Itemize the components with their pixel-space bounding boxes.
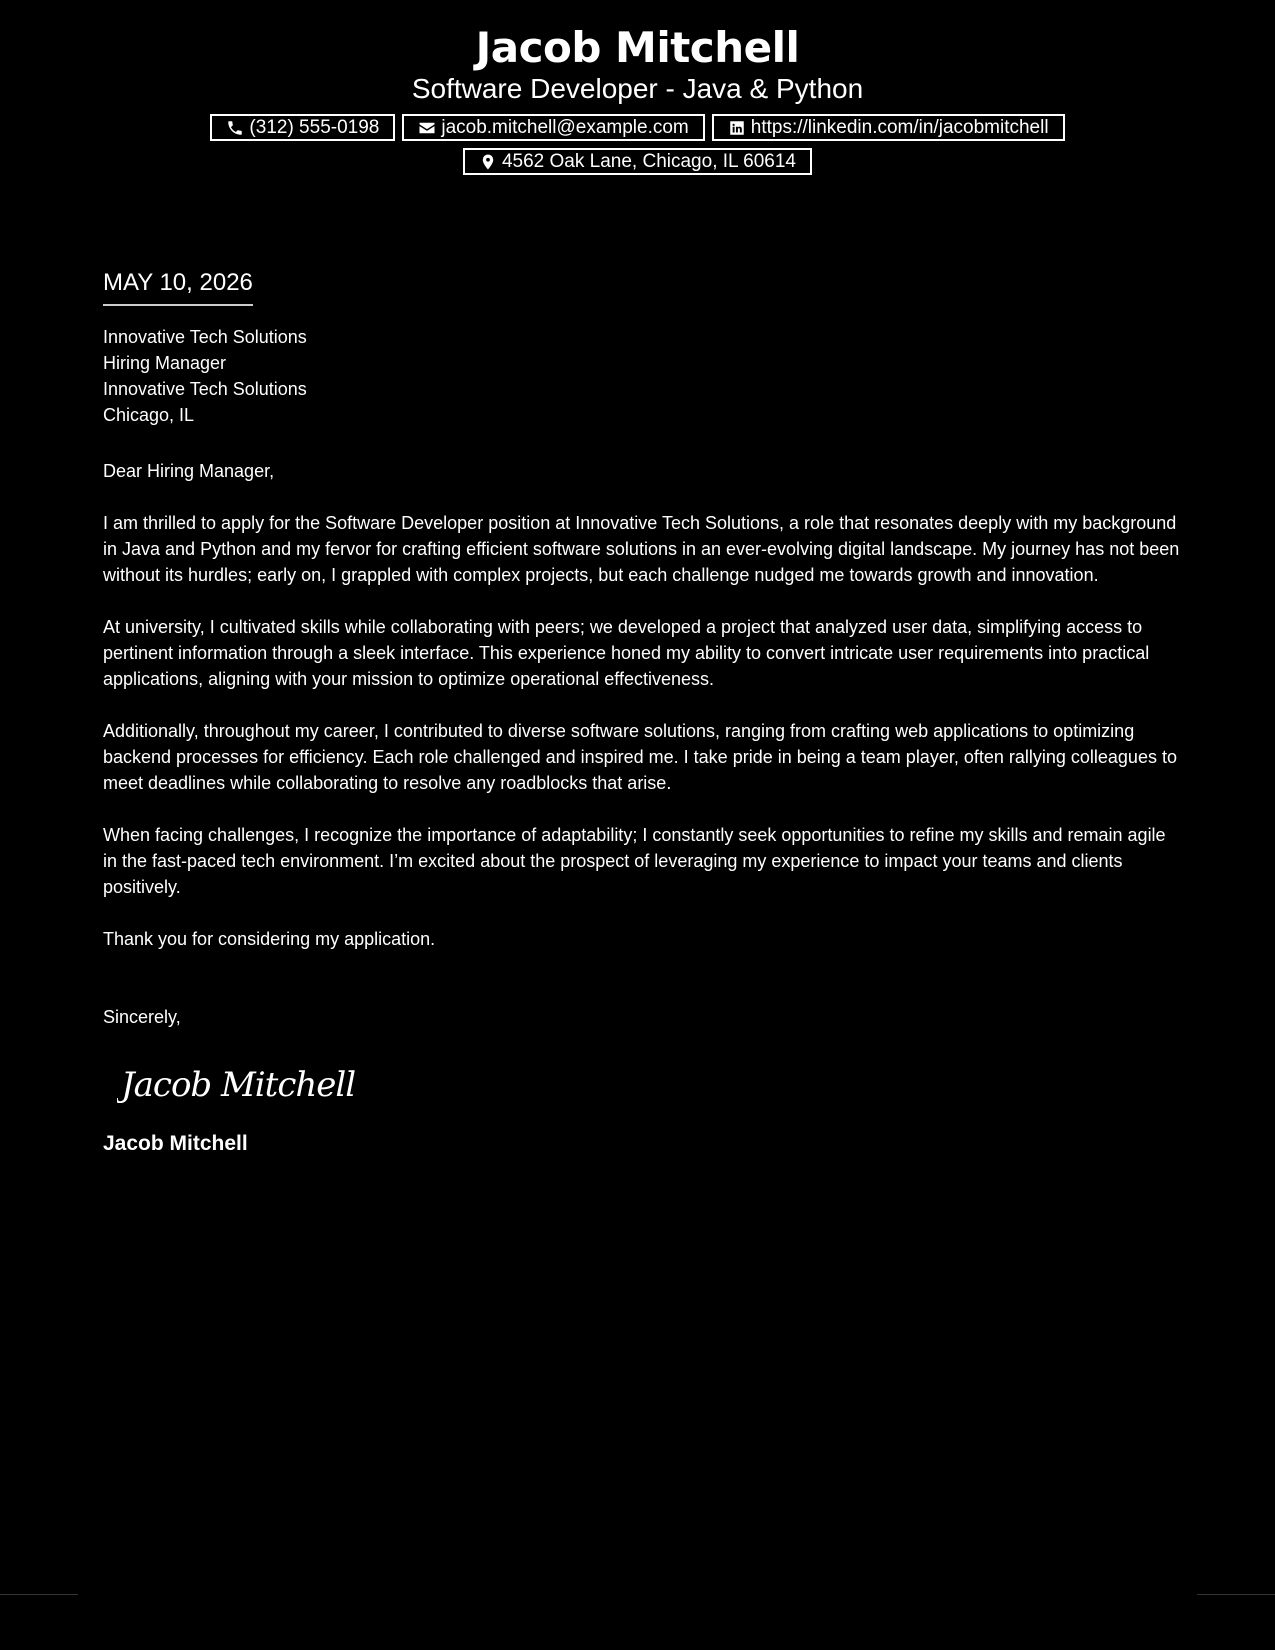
recipient-company-repeat: Innovative Tech Solutions — [103, 379, 307, 399]
linkedin-icon — [728, 119, 746, 137]
letter-header — [0, 22, 1275, 175]
signer-name: Jacob Mitchell — [103, 1132, 248, 1155]
letter-body — [103, 268, 1183, 1158]
signoff: Sincerely, — [103, 1007, 181, 1027]
body-paragraph: At university, I cultivated skills while collaborating with peers; we developed a project that analyzed user data, simplifying access to pertinent information through a sleek interface. This experience honed my ability to convert intricate user requirements into practical applications, aligning with your mission to optimize operational effectiveness. — [103, 617, 1150, 689]
email-chip[interactable] — [402, 114, 704, 141]
phone-chip[interactable] — [210, 114, 395, 141]
email-text: jacob.mitchell@example.com — [441, 116, 689, 138]
address-row — [0, 148, 1275, 175]
letter-date: MAY 10, 2026 — [103, 268, 253, 306]
map-marker-icon — [479, 153, 497, 171]
applicant-title: Software Developer - Java & Python — [411, 73, 864, 104]
signature-image — [117, 1058, 357, 1110]
footer-rule-left — [0, 1594, 78, 1595]
greeting: Dear Hiring Manager, — [103, 461, 275, 481]
linkedin-text: https://linkedin.com/in/jacobmitchell — [750, 116, 1049, 138]
body-paragraph: Additionally, throughout my career, I contributed to diverse software solutions, ranging from crafting web applications to optimizing backend processes for efficiency. Each role challenged and inspired me. I take pride in being a team player, often rallying colleagues to meet deadlines while collaborating to resolve any roadblocks that arise. — [103, 721, 1177, 793]
handwritten-signature — [117, 1058, 1183, 1110]
phone-text: (312) 555-0198 — [249, 116, 380, 138]
recipient-company: Innovative Tech Solutions — [103, 327, 307, 347]
address-chip[interactable] — [463, 148, 812, 175]
closing-thanks: Thank you for considering my application. — [103, 929, 436, 949]
body-paragraph: When facing challenges, I recognize the importance of adaptability; I constantly seek opportunities to refine my skills and remain agile in the fast-paced tech environment. I’m excited about the prospect of leveraging my experience to impact your teams and clients positively. — [103, 825, 1166, 897]
recipient-title: Hiring Manager — [103, 353, 227, 373]
signature-lettering: Jacob Mitchell — [121, 1065, 356, 1105]
recipient-location: Chicago, IL — [103, 405, 195, 425]
footer-rule-right — [1197, 1594, 1275, 1595]
recipient-block — [103, 324, 1183, 428]
contact-row — [0, 114, 1275, 141]
phone-icon — [226, 119, 244, 137]
applicant-name: Jacob Mitchell — [475, 23, 800, 72]
envelope-icon — [418, 119, 436, 137]
address-text: 4562 Oak Lane, Chicago, IL 60614 — [501, 150, 797, 172]
linkedin-chip[interactable] — [712, 114, 1065, 141]
body-paragraph: I am thrilled to apply for the Software Developer position at Innovative Tech Solutions, a role that resonates deeply with my background in Java and Python and my fervor for crafting efficient software solutions in an ever-evolving digital landscape. My journey has not been without its hurdles; early on, I grappled with complex projects, but each challenge nudged me towards growth and innovation. — [103, 513, 1180, 585]
